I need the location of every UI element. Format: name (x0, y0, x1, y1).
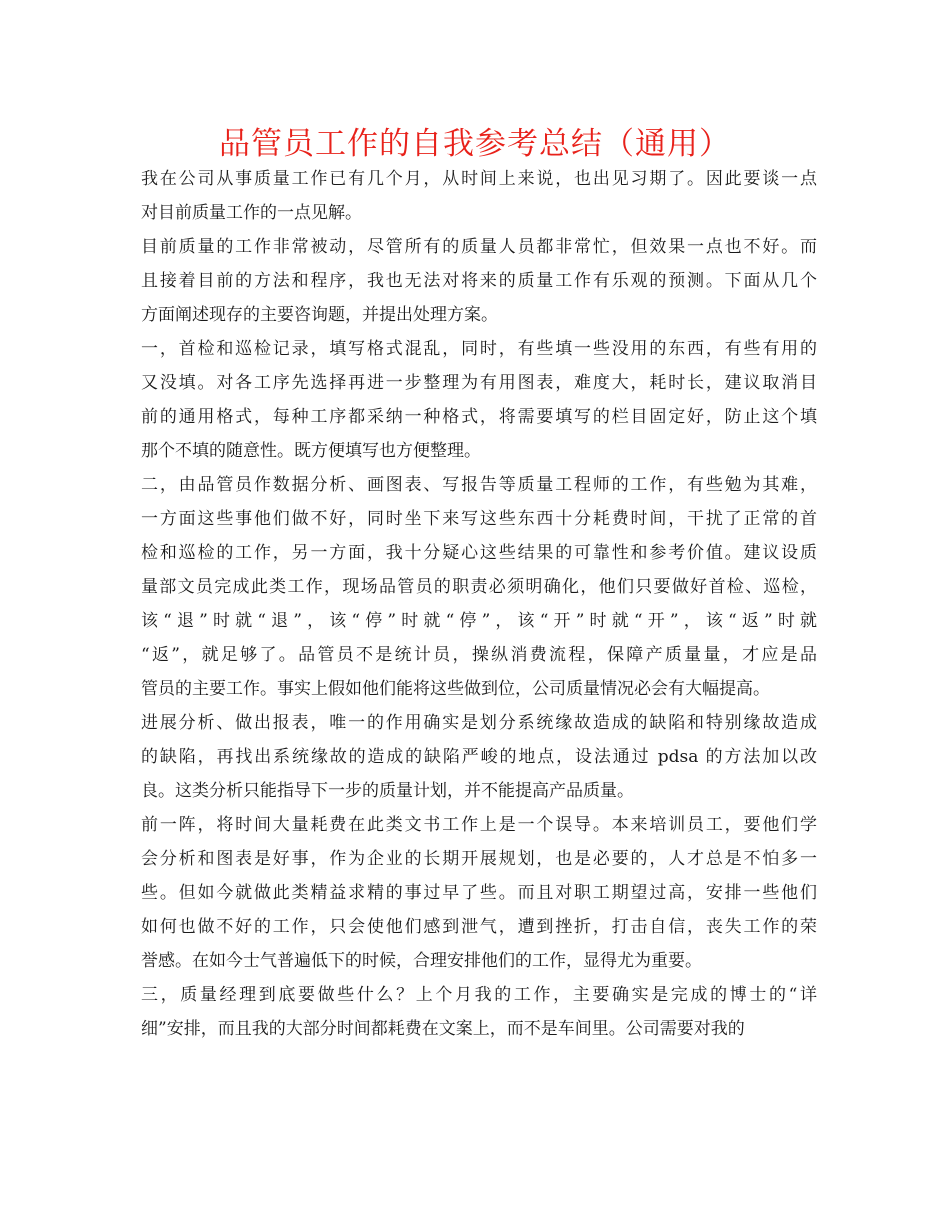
paragraph-line: 会分析和图表是好事，作为企业的长期开展规划，也是必要的，人才总是不怕多一 (141, 849, 817, 869)
document-body (141, 162, 817, 1046)
paragraph-line: 量部文员完成此类工作，现场品管员的职责必须明确化，他们只要做好首检、巡检， (141, 577, 817, 597)
document-title: 品管员工作的自我参考总结（通用） (219, 126, 731, 162)
paragraph-line: 检和巡检的工作，另一方面，我十分疑心这些结果的可靠性和参考价值。建议设质 (141, 543, 817, 563)
paragraph-line: 如何也做不好的工作，只会使他们感到泄气，遭到挫折，打击自信，丧失工作的荣 (141, 917, 817, 937)
paragraph-line: 一，首检和巡检记录，填写格式混乱，同时，有些填一些没用的东西，有些有用的 (141, 339, 817, 359)
paragraph-line: 管员的主要工作。事实上假如他们能将这些做到位，公司质量情况必会有大幅提高。 (141, 679, 770, 699)
paragraph-line: 一方面这些事他们做不好，同时坐下来写这些东西十分耗费时间，干扰了正常的首 (141, 509, 817, 529)
paragraph-line: 二，由品管员作数据分析、画图表、写报告等质量工程师的工作，有些勉为其难， (141, 475, 817, 495)
paragraph-line: 该“退”时就“退”，该“停”时就“停”，该“开”时就“开”，该“返”时就 (141, 611, 817, 631)
paragraph-line: 前的通用格式，每种工序都采纳一种格式，将需要填写的栏目固定好，防止这个填 (141, 407, 817, 427)
paragraph-line: 的缺陷，再找出系统缘故的造成的缺陷严峻的地点，设法通过 pdsa 的方法加以改 (141, 747, 817, 767)
paragraph-line: 我在公司从事质量工作已有几个月，从时间上来说，也出见习期了。因此要谈一点 (141, 169, 817, 189)
paragraph-line: 前一阵，将时间大量耗费在此类文书工作上是一个误导。本来培训员工，要他们学 (141, 815, 817, 835)
paragraph-line: 誉感。在如今士气普遍低下的时候，合理安排他们的工作，显得尤为重要。 (141, 951, 702, 971)
paragraph-line: 且接着目前的方法和程序，我也无法对将来的质量工作有乐观的预测。下面从几个 (141, 271, 817, 291)
paragraph-line: “返”，就足够了。品管员不是统计员，操纵消费流程，保障产质量量，才应是品 (141, 645, 817, 665)
paragraph-line: 三，质量经理到底要做些什么？上个月我的工作，主要确实是完成的博士的“详 (141, 985, 817, 1005)
paragraph-line: 良。这类分析只能指导下一步的质量计划，并不能提高产品质量。 (141, 781, 634, 801)
paragraph-line: 些。但如今就做此类精益求精的事过早了些。而且对职工期望过高，安排一些他们 (141, 883, 817, 903)
paragraph-line: 方面阐述现存的主要咨询题，并提出处理方案。 (141, 305, 498, 325)
paragraph-line: 对目前质量工作的一点见解。 (141, 203, 362, 223)
paragraph-line: 进展分析、做出报表，唯一的作用确实是划分系统缘故造成的缺陷和特别缘故造成 (141, 713, 817, 733)
paragraph-line: 目前质量的工作非常被动，尽管所有的质量人员都非常忙，但效果一点也不好。而 (141, 237, 817, 257)
paragraph-line: 那个不填的随意性。既方便填写也方便整理。 (141, 441, 481, 461)
paragraph-line: 又没填。对各工序先选择再进一步整理为有用图表，难度大，耗时长，建议取消目 (141, 373, 817, 393)
paragraph-line: 细”安排，而且我的大部分时间都耗费在文案上，而不是车间里。公司需要对我的 (141, 1019, 745, 1039)
